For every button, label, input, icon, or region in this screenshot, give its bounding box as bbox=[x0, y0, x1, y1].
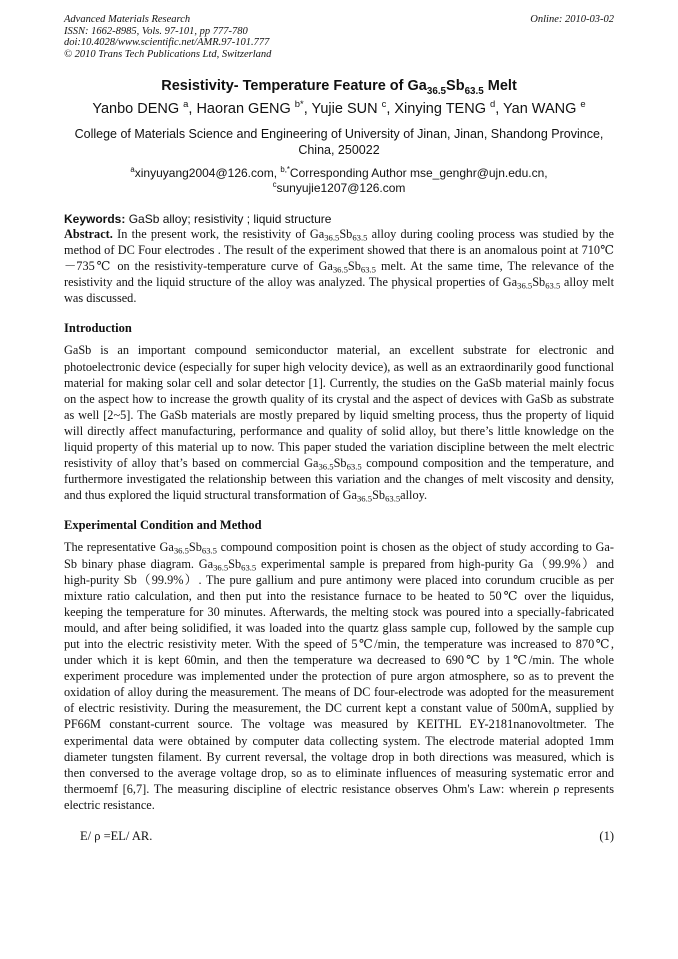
affiliation: College of Materials Science and Engineering of University of Jinan, Jinan, Shandong Province, China, 250022 bbox=[74, 127, 604, 157]
journal-header bbox=[64, 14, 614, 60]
copyright-line: © 2010 Trans Tech Publications Ltd, Switzerland bbox=[64, 48, 272, 60]
keywords bbox=[64, 212, 614, 226]
introduction-heading: Introduction bbox=[64, 321, 132, 336]
issn-line: ISSN: 1662-8985, Vols. 97-101, pp 777-780 bbox=[64, 25, 248, 37]
paper-title: Resistivity- Temperature Feature of $Ga_{36.5}Sb_{63.5}$ Melt bbox=[161, 78, 517, 97]
online-date: Online: 2010-03-02 bbox=[530, 14, 614, 25]
keywords-label: Keywords: bbox=[64, 212, 126, 226]
abstract-label: Abstract. bbox=[64, 227, 113, 241]
experimental-paragraph: The representative $Ga_{36.5}Sb_{63.5}$ compound composition point is chosen as the object of study according to Ga-Sb binary phase diagram. $Ga_{36.5}Sb_{63.5}$ experimental sample is prepared from high-purity Ga（99.9%）and high-purity Sb（99.9%）. The pure gallium and pure antimony were placed into corundum crucible as per mixture ratio calculation, and then put into the resistance furnace to be heated to 50℃ over the liquidus, keeping the temperature for 30 minutes. Afterwards, the melting stock was poured into a specially-fabricated mould, and after being solidified, it was loaded into the quartz glass sample cup, followed by the sample cup put into the electric resistivity meter. With the speed of 5℃/min, the temperature was increased to 870℃, under which it is kept 60min, and then the temperature wa decreased to 690℃ by 1℃/min. The whole experiment procedure was implemented under the protection of pure argon atmosphere, so as to prevent the oxidation of alloy during the measurement. The means of DC four-electrode was adopted for the measurement of electric resistivity. During the measurement, the DC current kept a constant value of 500mA, supplied by PF66M constant-current source. The voltage was measured by KEITHL EY-2181nanovoltmeter. The experimental data were obtained by computer data collecting system. The electrode material adopted 1mm diameter tungsten filament. By current reversal, the voltage drop in both directions was measured, which is then conversed to the average voltage drop, so as to eliminate influences of measuring systematic error and thermoemf [6,7]. The measuring discipline of electric resistance observes Ohm's Law: wherein ρ represents electric resistance. bbox=[64, 540, 614, 812]
introduction-paragraph: GaSb is an important compound semiconductor material, an excellent substrate for electronic and photoelectronic device (especially for super high velocity device), as well as an extraordinarily good functional material for making solar cell and solar detector [1]. Currently, the studies on the GaSb material mainly focus on the aspect how to increase the growth quality of its crystal and the aspect of devices with GaSb as substrate as well [2~5]. The GaSb materials are mostly prepared by liquid smelting process, thus the property of liquid will directly affect manufacturing, performance and quality of solid alloy, but there’s little knowledge on the liquid property of this material up to now. This paper studed the variation discipline between the melt electric resistivity of alloy that’s based on commercial $Ga_{36.5}Sb_{63.5}$ compound composition and the temperature, and furthermore investigated the relationship between this variation and the changes of melt viscosity and density, and thus explored the liquid structural transformation of $Ga_{36.5}Sb_{63.5}alloy$. bbox=[64, 343, 614, 504]
author-list: Yanbo DENG $^a$, Haoran GENG $^{b*}$, Yujie SUN $^c$, Xinying TENG $^d$, Yan WANG $^e$ bbox=[92, 98, 586, 117]
keywords-text: GaSb alloy; resistivity ; liquid structure bbox=[125, 212, 332, 226]
doi-line: doi:10.4028/www.scientific.net/AMR.97-101.777 bbox=[64, 37, 270, 48]
email-c[interactable]: sunyujie1207@126.com bbox=[276, 181, 406, 195]
equation-text: E/ ρ =EL/ AR. bbox=[80, 829, 153, 843]
email-a[interactable]: xinyuyang2004@126.com, bbox=[134, 166, 281, 180]
author-emails: $^a$xinyuyang2004@126.com, $^{b,*}$Corresponding Author mse_genghr@ujn.edu.cn, $^c$sunyujie1207@126.com bbox=[130, 165, 548, 195]
journal-name: Advanced Materials Research bbox=[64, 14, 191, 25]
abstract-paragraph: Abstract. In the present work, the resistivity of $Ga_{36.5}Sb_{63.5}$ alloy during cooling process was studied by the method of DC Four electrodes . The result of the experiment showed that there is an anomalous point at 710℃－735℃ on the resistivity-temperature curve of $Ga_{36.5}Sb_{63.5}$ melt. At the same time, The relevance of the resistivity and the liquid structure of the alloy was analyzed. The physical properties of $Ga_{36.5}Sb_{63.5}$ alloy melt was discussed. bbox=[64, 227, 614, 306]
email-b[interactable]: Corresponding Author mse_genghr@ujn.edu.cn, bbox=[289, 166, 548, 180]
equation-number: (1) bbox=[599, 829, 614, 843]
experimental-heading: Experimental Condition and Method bbox=[64, 518, 262, 533]
equation-1 bbox=[64, 829, 614, 845]
